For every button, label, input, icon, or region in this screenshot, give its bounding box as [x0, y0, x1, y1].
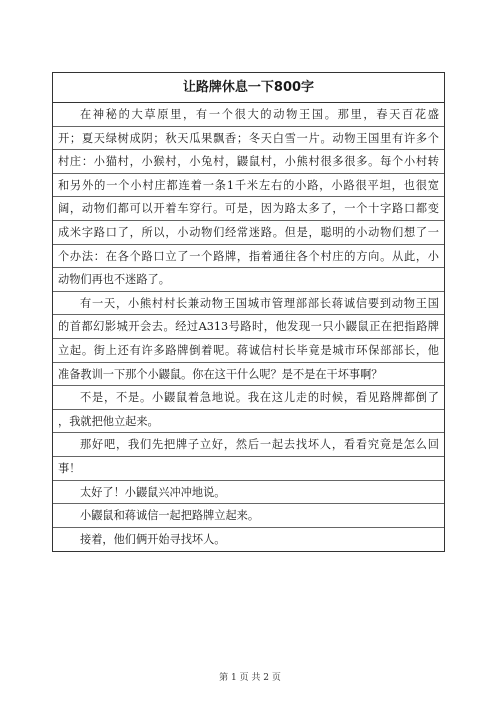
paragraph: [53, 386, 444, 433]
text-line: 成米字路口了，所以，小动物们经常迷路。但是，聪明的小动物们想了一: [53, 221, 444, 245]
paragraph: [53, 528, 444, 552]
text-line: 不是，不是。小鼹鼠着急地说。我在这儿走的时候，看见路牌都倒了: [53, 386, 444, 410]
document-body: [53, 103, 444, 551]
document-page: [52, 72, 445, 552]
text-line: 有一天，小熊村村长兼动物王国城市管理部部长蒋诚信要到动物王国: [53, 292, 444, 316]
text-line: 开；夏天绿树成阴；秋天瓜果飘香；冬天白雪一片。动物王国里有许多个: [53, 127, 444, 151]
text-line: 准备教训一下那个小鼹鼠。你在这干什么呢？是不是在干坏事啊？: [53, 363, 444, 387]
text-line: 太好了！小鼹鼠兴冲冲地说。: [53, 481, 444, 505]
paragraph: [53, 504, 444, 528]
document-title: 让路牌休息一下800字: [53, 73, 444, 103]
text-line: 村庄：小猫村，小猴村，小兔村，鼹鼠村，小熊村很多很多。每个小村转: [53, 150, 444, 174]
paragraph: [53, 292, 444, 386]
text-line: 动物们再也不迷路了。: [53, 268, 444, 292]
text-line: 阔，动物们都可以开着车穿行。可是，因为路太多了，一个十字路口都变: [53, 197, 444, 221]
paragraph: [53, 433, 444, 480]
paragraph: [53, 103, 444, 292]
text-line: 立起。街上还有许多路牌倒着呢。蒋诚信村长毕竟是城市环保部部长，他: [53, 339, 444, 363]
paragraph: [53, 481, 444, 505]
text-line: 的首都幻影城开会去。经过A313号路时，他发现一只小鼹鼠正在把指路牌: [53, 315, 444, 339]
text-line: 事！: [53, 457, 444, 481]
text-line: ，我就把他立起来。: [53, 410, 444, 434]
text-line: 小鼹鼠和蒋诚信一起把路牌立起来。: [53, 504, 444, 528]
text-line: 个办法：在各个路口立了一个路牌，指着通往各个村庄的方向。从此，小: [53, 245, 444, 269]
page-footer: 第 1 页 共 2 页: [219, 673, 281, 683]
text-line: 和另外的一个小村庄都连着一条1千米左右的小路，小路很平坦，也很宽: [53, 174, 444, 198]
text-line: 那好吧，我们先把牌子立好，然后一起去找坏人，看看究竟是怎么回: [53, 433, 444, 457]
text-line: 接着，他们俩开始寻找坏人。: [80, 532, 226, 546]
text-line: 在神秘的大草原里，有一个很大的动物王国。那里，春天百花盛: [53, 103, 444, 127]
